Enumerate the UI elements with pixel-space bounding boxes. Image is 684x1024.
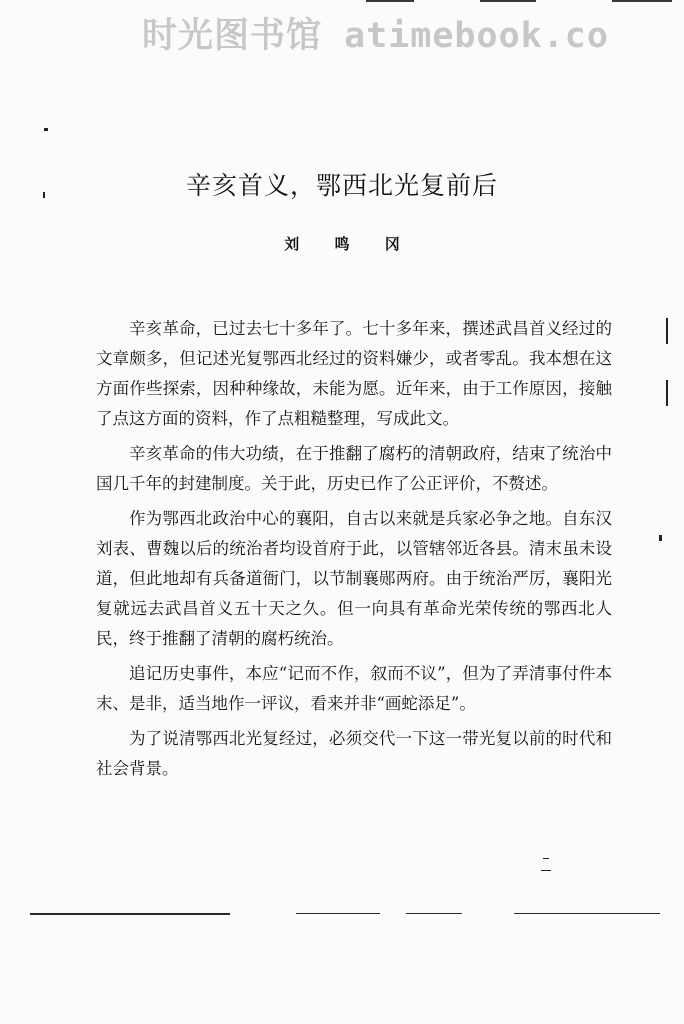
footer-rule [514, 913, 660, 914]
scan-edge-rule [366, 0, 414, 2]
scan-speck [666, 318, 668, 344]
scan-edge-rule [480, 0, 536, 2]
footer-rule [296, 913, 380, 914]
scan-speck [44, 128, 48, 131]
scan-edge-rule [612, 0, 672, 2]
footer-rule [30, 913, 230, 915]
paragraph: 为了说清鄂西北光复经过，必须交代一下这一带光复以前的时代和社会背景。 [96, 729, 612, 778]
scan-speck [541, 870, 551, 871]
scan-speck [543, 858, 549, 859]
paragraph: 追记历史事件，本应“记而不作，叙而不议”，但为了弄清事付件本末、是非，适当地作一评议，看来并非“画蛇添足”。 [96, 664, 612, 713]
article-author: 刘 鸣 冈 [284, 235, 415, 253]
paragraph: 作为鄂西北政治中心的襄阳，自古以来就是兵家必争之地。自东汉刘表、曹魏以后的统治者均设首府于此，以管辖邻近各县。清末虽未设道，但此地却有兵备道衙门，以节制襄郧两府。由于统治严厉，襄阳光复就远去武昌首义五十天之久。但一向具有革命光荣传统的鄂西北人民，终于推翻了清朝的腐朽统治。 [96, 509, 612, 648]
article-title: 辛亥首义，鄂西北光复前后 [185, 171, 498, 200]
scan-speck [666, 380, 668, 406]
scan-speck [659, 535, 662, 541]
paragraph: 辛亥革命的伟大功绩，在于推翻了腐朽的清朝政府，结束了统治中国几千年的封建制度。关于此，历史已作了公正评价，不赘述。 [96, 444, 612, 493]
article-body [96, 314, 612, 789]
footer-rule [406, 913, 462, 914]
watermark: 时光图书馆 atimebook.co [142, 16, 609, 56]
paragraph: 辛亥革命，已过去七十多年了。七十多年来，撰述武昌首义经过的文章颇多，但记述光复鄂西北经过的资料嫌少，或者零乱。我本想在这方面作些探索，因种种缘故，未能为愿。近年来，由于工作原因，接触了点这方面的资料，作了点粗糙整理，写成此文。 [96, 319, 612, 428]
